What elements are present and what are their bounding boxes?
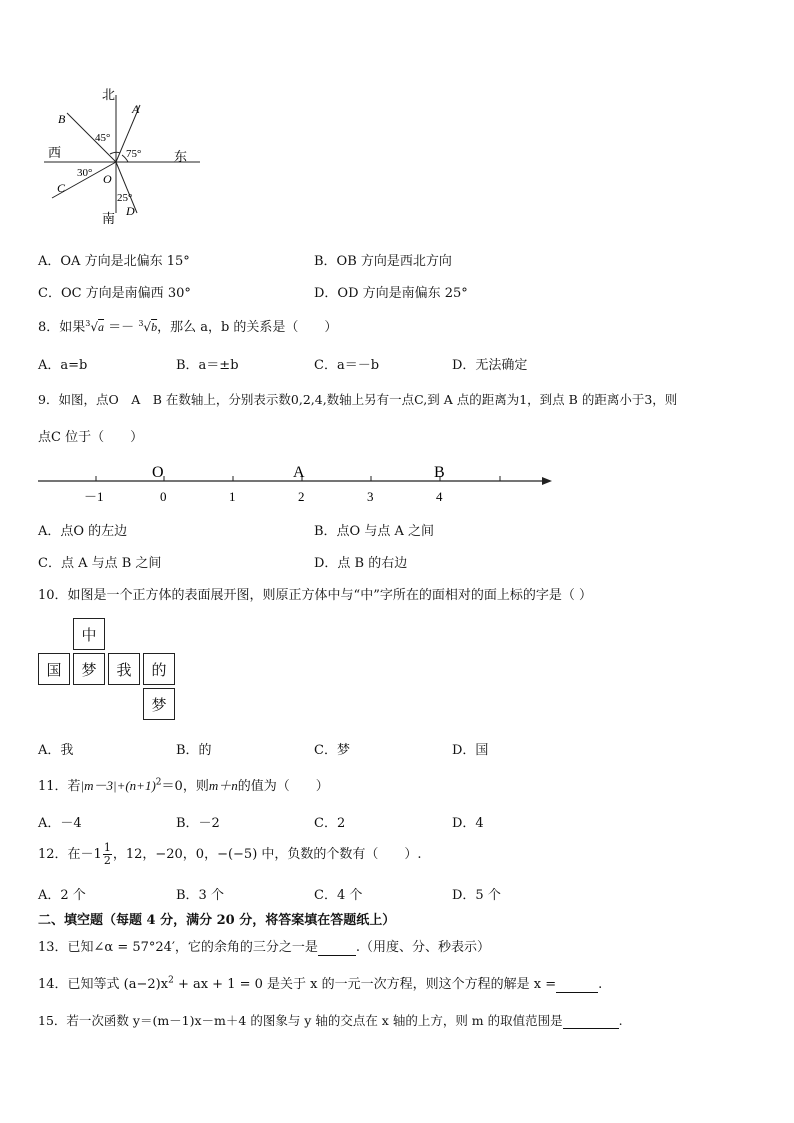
arrow-icon xyxy=(542,477,552,485)
q14-exponent: 2 xyxy=(168,975,174,986)
q14-stem xyxy=(38,973,602,993)
q13-stem xyxy=(38,936,490,956)
angle-75-label: 75° xyxy=(126,148,142,160)
q15-prefix: 15．若一次函数 y＝(m－1)x－m＋4 的图象与 y 轴的交点在 x 轴的上方，则 m 的取值范围是 xyxy=(38,1013,563,1028)
point-c-label: C xyxy=(57,181,66,195)
q11-stem xyxy=(38,775,329,794)
q12-prefix: 12．在－1 xyxy=(38,847,102,862)
q8-option-b[interactable]: B．a＝±b xyxy=(176,358,239,373)
q10-option-d[interactable]: D．国 xyxy=(452,743,489,758)
q8-mid: ＝－ xyxy=(108,320,135,335)
point-a-label: A xyxy=(293,464,305,481)
q11-mid: ，则 xyxy=(182,779,209,794)
q12-option-b[interactable]: B．3 个 xyxy=(176,888,224,903)
q8-option-d[interactable]: D．无法确定 xyxy=(452,358,528,373)
q11-equals: ＝0 xyxy=(161,779,183,794)
point-o-label: O xyxy=(103,172,112,186)
point-o-label: O xyxy=(152,464,164,481)
q11-suffix: 的值为（ ） xyxy=(237,779,329,794)
q9-option-c[interactable]: C．点 A 与点 B 之间 xyxy=(38,556,162,571)
net-cell-zhong: 中 xyxy=(73,618,105,650)
angle-25-label: 25° xyxy=(117,192,133,204)
angle-30-label: 30° xyxy=(77,167,93,179)
q11-option-c[interactable]: C．2 xyxy=(314,816,346,831)
tick-label-neg1: －1 xyxy=(84,489,104,504)
q14-prefix: 14．已知等式 (a−2)x xyxy=(38,977,169,992)
q14-mid: + ax + 1 = 0 是关于 x 的一元一次方程，则这个方程的解是 x = xyxy=(173,977,557,992)
number-line xyxy=(36,458,556,508)
q7-option-a[interactable]: A．OA 方向是北偏东 15° xyxy=(38,254,190,269)
q15-stem xyxy=(38,1011,623,1029)
q10-option-b[interactable]: B．的 xyxy=(176,743,212,758)
tick-label-4: 4 xyxy=(436,489,443,504)
q10-option-a[interactable]: A．我 xyxy=(38,743,74,758)
q10-option-c[interactable]: C．梦 xyxy=(314,743,350,758)
net-cell-meng-2: 梦 xyxy=(143,688,175,720)
q15-suffix: . xyxy=(618,1013,623,1028)
net-cell-de: 的 xyxy=(143,653,175,685)
q15-answer-blank[interactable] xyxy=(563,1013,619,1029)
net-cell-guo: 国 xyxy=(38,653,70,685)
net-cell-wo: 我 xyxy=(108,653,140,685)
west-label: 西 xyxy=(48,145,62,160)
q13-prefix: 13．已知∠α = 57°24′，它的余角的三分之一是 xyxy=(38,940,318,955)
tick-label-0: 0 xyxy=(160,489,167,504)
q7-option-c[interactable]: C．OC 方向是南偏西 30° xyxy=(38,286,191,301)
tick-label-1: 1 xyxy=(229,489,236,504)
tick-label-3: 3 xyxy=(367,489,374,504)
q12-fraction: $\frac{1}{2}$ xyxy=(103,841,111,867)
q9-stem-line1: 9．如图，点O A B 在数轴上，分别表示数0,2,4,数轴上另有一点C,到 A 点的距离为1，到点 B 的距离小于3，则 xyxy=(38,392,678,407)
north-label: 北 xyxy=(102,87,116,102)
q11-option-b[interactable]: B．－2 xyxy=(176,816,220,831)
q8-stem xyxy=(38,316,337,335)
net-cell-meng: 梦 xyxy=(73,653,105,685)
compass-figure xyxy=(40,85,210,225)
south-label: 南 xyxy=(102,211,116,225)
east-label: 东 xyxy=(174,149,188,164)
q11-expression: |m－3|+(n+1) xyxy=(80,778,156,793)
q9-option-a[interactable]: A．点O 的左边 xyxy=(38,524,128,539)
q11-expression-2: m＋n xyxy=(208,778,238,793)
q8-cube-root-a: $^3$√a xyxy=(85,319,105,334)
q9-option-d[interactable]: D．点 B 的右边 xyxy=(314,556,408,571)
q11-prefix: 11．若 xyxy=(38,779,81,794)
q12-option-c[interactable]: C．4 个 xyxy=(314,888,363,903)
q12-option-d[interactable]: D．5 个 xyxy=(452,888,501,903)
q13-suffix: .（用度、分、秒表示） xyxy=(355,940,491,955)
point-b-label: B xyxy=(58,112,66,126)
q9-option-b[interactable]: B．点O 与点 A 之间 xyxy=(314,524,434,539)
point-a-label: A xyxy=(132,102,140,116)
point-d-label: D xyxy=(126,204,135,218)
q8-option-a[interactable]: A．a=b xyxy=(38,358,88,373)
q11-exponent: 2 xyxy=(155,777,162,788)
point-b-label: B xyxy=(434,464,445,481)
q12-rest: ，12，−20，0，−(−5) 中，负数的个数有（ ）. xyxy=(112,847,422,862)
tick-label-2: 2 xyxy=(298,489,305,504)
q7-option-d[interactable]: D．OD 方向是南偏东 25° xyxy=(314,286,468,301)
q13-answer-blank[interactable] xyxy=(318,940,356,956)
cube-net xyxy=(38,618,180,722)
q8-prefix: 8．如果 xyxy=(38,320,86,335)
angle-45-label: 45° xyxy=(95,132,111,144)
q12-option-a[interactable]: A．2 个 xyxy=(38,888,86,903)
section-title-fill-in: 二、填空题（每题 4 分，满分 20 分，将答案填在答题纸上） xyxy=(38,913,396,928)
q12-stem xyxy=(38,842,422,868)
q14-answer-blank[interactable] xyxy=(556,977,598,993)
q9-stem-line2: 点C 位于（ ） xyxy=(38,430,144,445)
q8-option-c[interactable]: C．a＝－b xyxy=(314,358,380,373)
q8-suffix: ，那么 a，b 的关系是（ ） xyxy=(157,320,338,335)
q11-option-a[interactable]: A．－4 xyxy=(38,816,82,831)
q7-option-b[interactable]: B．OB 方向是西北方向 xyxy=(314,254,452,269)
q14-suffix: . xyxy=(598,977,603,992)
q8-cube-root-b: $^3$√b xyxy=(138,319,158,334)
q10-stem: 10．如图是一个正方体的表面展开图，则原正方体中与“中”字所在的面相对的面上标的字是（ ） xyxy=(38,588,592,603)
q11-option-d[interactable]: D．4 xyxy=(452,816,484,831)
